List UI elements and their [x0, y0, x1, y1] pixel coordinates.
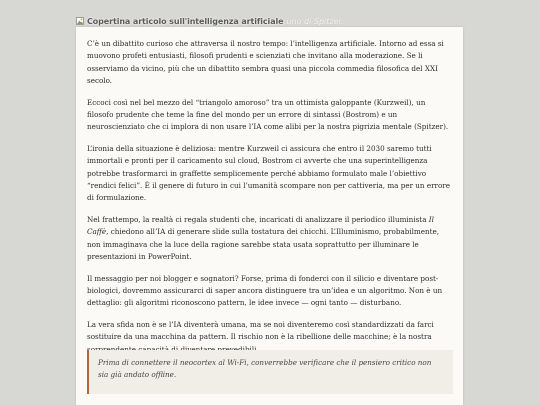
image-caption-subtitle: uno di Spitzer.	[286, 16, 344, 26]
article-card	[76, 27, 463, 405]
pull-quote-text: Prima di connettere il neocortex al Wi-Fi, converrebbe verificare che il pensiero critico non sia già andato offline.	[98, 358, 432, 380]
article-paragraph: C’è un dibattito curioso che attraversa il nostro tempo: l’intelligenza artificiale. Intorno ad essa si muovono profeti entusiasti, filosofi prudenti e scienziati che invitano alla moderazione. Se li osserviamo da vicino, più che un dibattito sembra quasi una piccola commedia filosofica del XXI secolo.	[87, 39, 444, 86]
paragraph-text: Nel frattempo, la realtà ci regala studenti che, incaricati di analizzare il periodico illuminista	[87, 214, 429, 224]
image-caption-title: Copertina articolo sull'intelligenza artificiale	[87, 16, 284, 26]
image-icon	[76, 17, 84, 25]
article-body	[87, 38, 453, 365]
article-paragraph: L’ironia della situazione è deliziosa: mentre Kurzweil ci assicura che entro il 2030 saremo tutti immortali e pronti per il caricamento sul cloud, Bostrom ci avverte che una superintelligenza potrebbe trasformarci in graffette semplicemente perché abbiamo formulato male l’obiettivo “rendici felici”. È il genere di futuro in cui l’umanità scompare non per cattiveria, ma per un errore di formulazione.	[87, 143, 450, 203]
periodical-title: Il Caffè	[87, 214, 434, 237]
article-paragraph	[87, 214, 453, 264]
pull-quote	[87, 350, 453, 394]
article-paragraph: Il messaggio per noi blogger e sognatori? Forse, prima di fonderci con il silicio e diventare post-biologici, dovremmo assicurarci di saper ancora distinguere tra un’idea e un algoritmo. Non è un dettaglio: gli algoritmi riconoscono pattern, le idee invece — ogni tanto — disturbano.	[87, 273, 443, 308]
article-paragraph: Eccoci così nel bel mezzo del “triangolo amoroso” tra un ottimista galoppante (Kurzweil), un filosofo prudente che teme la fine del mondo per un errore di sintassi (Bostrom) e un neuroscienziato che ci implora di non usare l’IA come alibi per la nostra pigrizia mentale (Spitzer).	[87, 97, 449, 132]
paragraph-text: , chiedono all’IA di generare slide sulla tostatura dei chicchi. L’Illuminismo, probabilmente, non immaginava che la luce della ragione sarebbe stata usata soprattutto per illuminare le presentazioni in PowerPoint.	[87, 227, 440, 262]
article-paragraph: La vera sfida non è se l’IA diventerà umana, ma se noi diventeremo così standardizzati da farci sostituire da una macchina da pattern. Il rischio non è la ribellione delle macchine; è la nostra	[87, 319, 434, 342]
image-caption-bar	[76, 14, 344, 28]
